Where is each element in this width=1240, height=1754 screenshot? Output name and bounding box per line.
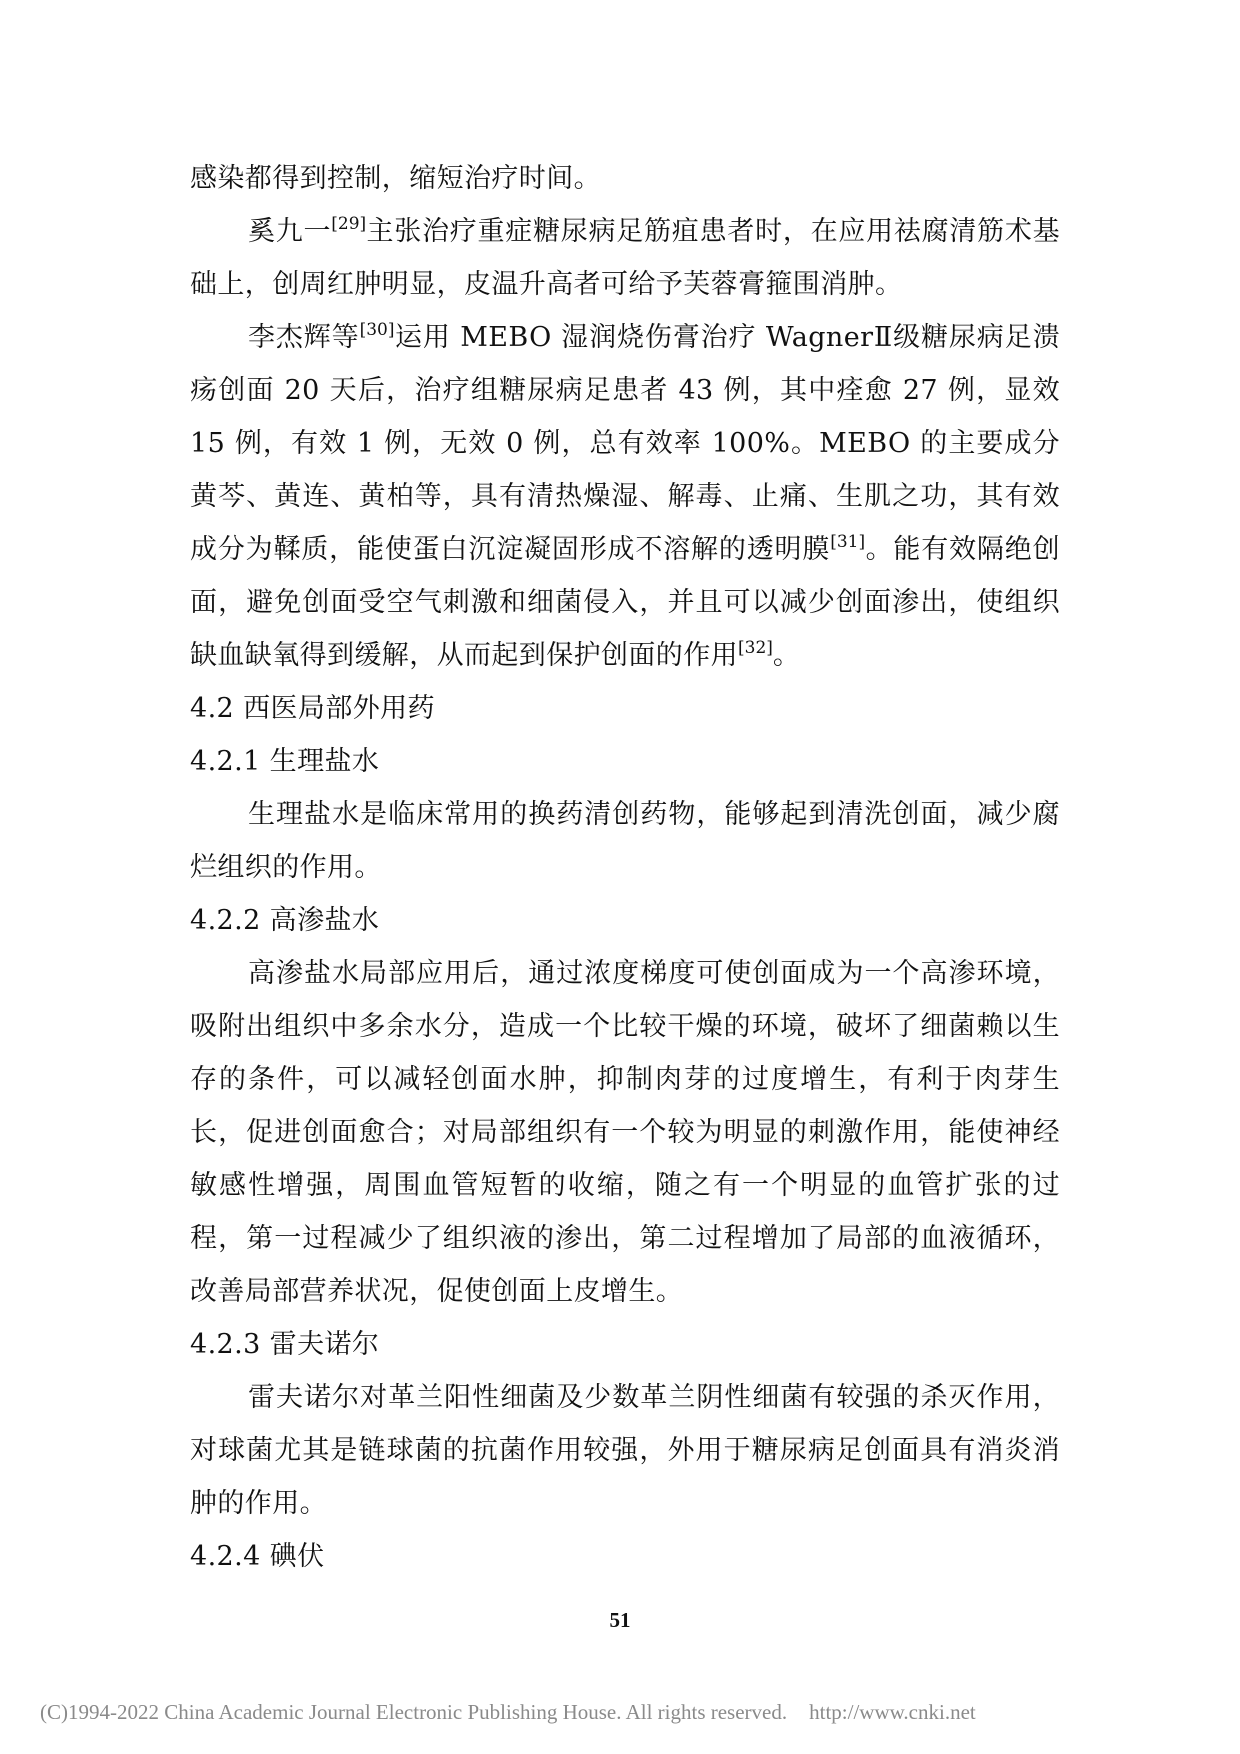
section-heading-4-2-4: 4.2.4 碘伏 — [190, 1541, 325, 1572]
page-number: 51 — [609, 1608, 631, 1632]
paragraph-hypertonic-saline: 高渗盐水局部应用后，通过浓度梯度可使创面成为一个高渗环境，吸附出组织中多余水分，造成一个比较干燥的环境，破坏了细菌赖以生存的条件，可以减轻创面水肿，抑制肉芽的过度增生，有利于肉芽生长，促进创面愈合；对局部组织有一个较为明显的刺激作用，能使神经敏感性增强，周围血管短暂的收缩，随之有一个明显的血管扩张的过程，第一过程减少了组织液的渗出，第二过程增加了局部的血液循环，改善局部营养状况，促使创面上皮增生。 — [190, 958, 1060, 1307]
citation-32: [32] — [738, 638, 773, 658]
paragraph-text: 。 — [772, 640, 801, 671]
paragraph-mebo — [190, 311, 1060, 682]
citation-31: [31] — [830, 532, 866, 552]
footer-url: http://www.cnki.net — [809, 1700, 976, 1724]
paragraph-continuation: 感染都得到控制，缩短治疗时间。 — [190, 163, 601, 194]
paragraph-rivanol: 雷夫诺尔对革兰阳性细菌及少数革兰阴性细菌有较强的杀灭作用，对球菌尤其是链球菌的抗菌作用较强，外用于糖尿病足创面具有消炎消肿的作用。 — [190, 1382, 1060, 1519]
section-heading-4-2: 4.2 西医局部外用药 — [190, 693, 435, 724]
citation-29: [29] — [331, 214, 367, 234]
paragraph-text: 运用 MEBO 湿润烧伤膏治疗 WagnerⅡ级糖尿病足溃疡创面 20 天后，治疗组糖尿病足患者 43 例，其中痊愈 27 例，显效 15 例，有效 1 例，无效 0 例，总有效率 100%。MEBO 的主要成分黄芩、黄连、黄柏等，具有清热燥湿、解毒、止痛、生肌之功，其有效成分为鞣质，能使蛋白沉淀凝固形成不溶解的透明膜 — [190, 322, 1061, 565]
paragraph-text: 主张治疗重症糖尿病足筋疽患者时，在应用祛腐清筋术基础上，创周红肿明显，皮温升高者可给予芙蓉膏箍围消肿。 — [190, 216, 1061, 300]
copyright-text: (C)1994-2022 China Academic Journal Electronic Publishing House. All rights reserved. — [40, 1700, 788, 1724]
paragraph-text: 奚九一 — [248, 216, 332, 247]
paragraph-text: 李杰辉等 — [248, 322, 360, 353]
copyright-footer — [40, 1700, 1210, 1725]
paragraph-xi-jiuyi — [190, 205, 1060, 311]
citation-30: [30] — [359, 320, 395, 340]
paragraph-text: 。能有效隔绝创面，避免创面受空气刺激和细菌侵入，并且可以减少创面渗出，使组织缺血缺氧得到缓解，从而起到保护创面的作用 — [190, 534, 1060, 671]
document-body — [190, 152, 1060, 1583]
section-heading-4-2-2: 4.2.2 高渗盐水 — [190, 905, 380, 936]
section-heading-4-2-3: 4.2.3 雷夫诺尔 — [190, 1329, 380, 1360]
section-heading-4-2-1: 4.2.1 生理盐水 — [190, 746, 380, 777]
paragraph-saline: 生理盐水是临床常用的换药清创药物，能够起到清洗创面，减少腐烂组织的作用。 — [190, 799, 1060, 883]
